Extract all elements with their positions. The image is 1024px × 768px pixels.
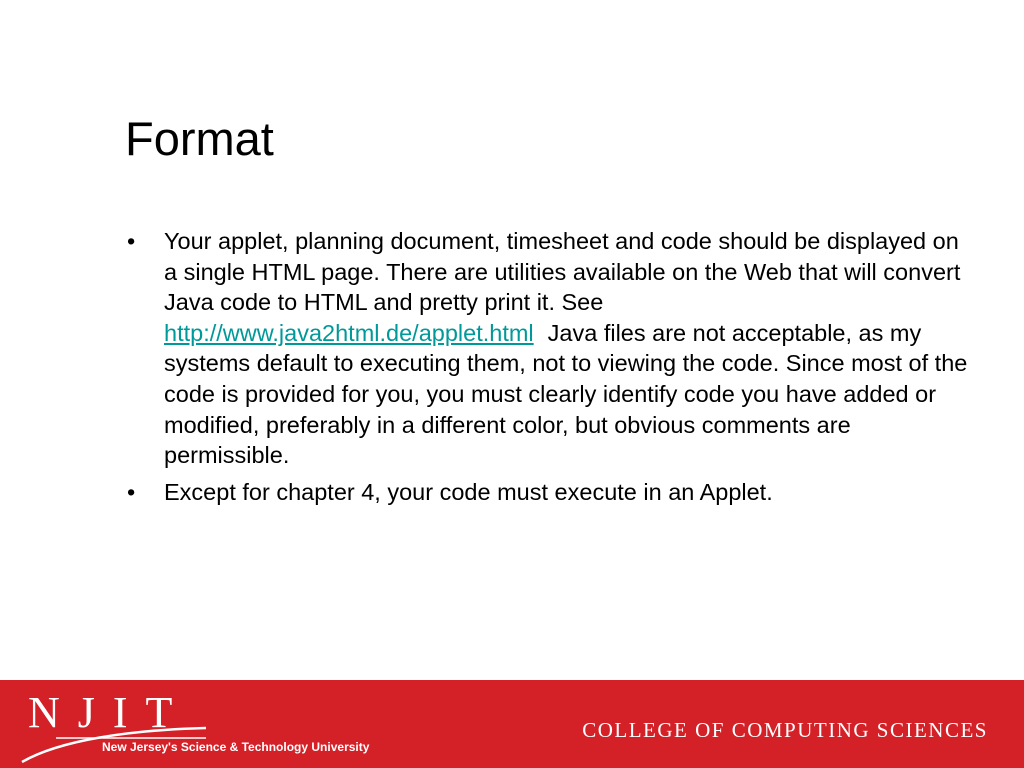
bullet-item [127, 477, 977, 508]
bullet-text: Your applet, planning document, timesheet and code should be displayed on a single HTML page. There are utilities available on the Web that will convert Java code to HTML and pretty print it. See [164, 228, 961, 316]
slide-title: Format [125, 112, 274, 165]
bullet-text-continued: Java files are not acceptable, as my systems default to executing them, not to viewing the code. Since most of the code is provided for you, you must clearly identify code you have added or modified, preferably in a different color, but obvious comments are permissible. [164, 319, 968, 469]
java2html-link[interactable]: http://www.java2html.de/applet.html [164, 319, 534, 346]
bullet-marker: • [127, 478, 136, 505]
njit-logo-letters: NJIT [28, 688, 191, 737]
njit-tagline: New Jersey's Science & Technology University [102, 740, 370, 754]
bullet-marker: • [127, 228, 136, 254]
footer-banner [0, 680, 1024, 768]
college-name: COLLEGE OF COMPUTING SCIENCES [582, 718, 988, 742]
njit-logo [20, 688, 380, 764]
bullet-list [127, 226, 977, 513]
bullet-text: Except for chapter 4, your code must execute in an Applet. [164, 478, 773, 505]
bullet-item [127, 226, 977, 471]
